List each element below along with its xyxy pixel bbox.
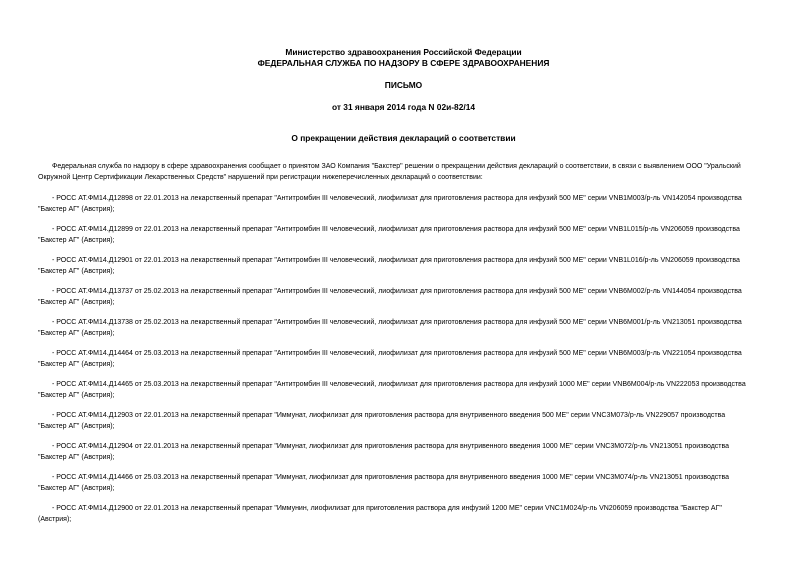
- declaration-manufacturer: "Бакстер АГ" (Австрия);: [38, 237, 115, 244]
- ministry-name: Министерство здравоохранения Российской Федерации: [285, 47, 522, 57]
- declaration-manufacturer: "Бакстер АГ" (Австрия);: [38, 330, 115, 337]
- declaration-line: - РОСС АТ.ФМ14.Д12901 от 22.01.2013 на лекарственный препарат "Антитромбин III человеческий, лиофилизат для приготовления раствора для инфузий 500 МЕ" серии VNB1L016/р-ль VN206059 производства: [52, 257, 740, 264]
- declaration-line: - РОСС АТ.ФМ14.Д12898 от 22.01.2013 на лекарственный препарат "Антитромбин III человеческий, лиофилизат для приготовления раствора для инфузий 500 МЕ" серии VNB1M003/р-ль VN142054 производства: [52, 195, 742, 202]
- declaration-item: [38, 317, 800, 339]
- declaration-item: [38, 410, 800, 432]
- declaration-line: - РОСС АТ.ФМ14.Д13737 от 25.02.2013 на лекарственный препарат "Антитромбин III человеческий, лиофилизат для приготовления раствора для инфузий 500 МЕ" серии VNB6M002/р-ль VN144054 производства: [52, 288, 742, 295]
- declaration-line: - РОСС АТ.ФМ14.Д12904 от 22.01.2013 на лекарственный препарат "Иммунат, лиофилизат для приготовления раствора для внутривенного введения 1000 МЕ" серии VNC3M072/р-ль VN213051 производства: [52, 443, 730, 450]
- declaration-line: - РОСС АТ.ФМ14.Д13738 от 25.02.2013 на лекарственный препарат "Антитромбин III человеческий, лиофилизат для приготовления раствора для инфузий 500 МЕ" серии VNB6M001/р-ль VN213051 производства: [52, 319, 742, 326]
- declaration-manufacturer: "Бакстер АГ" (Австрия);: [38, 423, 115, 430]
- declaration-item: [38, 441, 800, 463]
- document-date-number: от 31 января 2014 года N 02и-82/14: [331, 102, 476, 112]
- declaration-item: [38, 286, 800, 308]
- declaration-manufacturer: "Бакстер АГ" (Австрия);: [38, 392, 115, 399]
- intro-paragraph: [38, 161, 800, 183]
- declaration-manufacturer: (Австрия);: [38, 516, 72, 523]
- declaration-line: - РОСС АТ.ФМ14.Д12903 от 22.01.2013 на лекарственный препарат "Иммунат, лиофилизат для приготовления раствора для внутривенного введения 500 МЕ" серии VNC3M073/р-ль VN229057 производства: [52, 412, 726, 419]
- intro-line-2: Окружной Центр Сертификации Лекарственных Средств" нарушений при регистрации нижеперечисленных деклараций о соответствии:: [38, 174, 483, 181]
- declaration-line: - РОСС АТ.ФМ14.Д14464 от 25.03.2013 на лекарственный препарат "Антитромбин III человеческий, лиофилизат для приготовления раствора для инфузий 500 МЕ" серии VNB6M003/р-ль VN221054 производства: [52, 350, 742, 357]
- declaration-manufacturer: "Бакстер АГ" (Австрия);: [38, 299, 115, 306]
- declaration-line: - РОСС АТ.ФМ14.Д14465 от 25.03.2013 на лекарственный препарат "Антитромбин III человеческий, лиофилизат для приготовления раствора для инфузий 1000 МЕ" серии VNB6M004/р-ль VN222053 производства: [52, 381, 746, 388]
- declaration-item: [38, 193, 800, 215]
- declaration-manufacturer: "Бакстер АГ" (Австрия);: [38, 454, 115, 461]
- declaration-manufacturer: "Бакстер АГ" (Австрия);: [38, 485, 115, 492]
- declaration-item: [38, 224, 800, 246]
- declaration-manufacturer: "Бакстер АГ" (Австрия);: [38, 206, 115, 213]
- declaration-item: [38, 255, 800, 277]
- declaration-line: - РОСС АТ.ФМ14.Д12900 от 22.01.2013 на лекарственный препарат "Иммунин, лиофилизат для приготовления раствора для инфузий 1200 МЕ" серии VNC1M024/р-ль VN206059 производства "Бакстер АГ": [52, 505, 722, 512]
- intro-line-1: Федеральная служба по надзору в сфере здравоохранения сообщает о принятом ЗАО Компания "Бакстер" решении о прекращении действия деклараций о соответствии, в связи с выявлением ООО "Уральский: [52, 163, 741, 170]
- service-name: ФЕДЕРАЛЬНАЯ СЛУЖБА ПО НАДЗОРУ В СФЕРЕ ЗДРАВООХРАНЕНИЯ: [257, 58, 550, 68]
- declaration-item: [38, 472, 800, 494]
- document-type: ПИСЬМО: [384, 80, 423, 90]
- declaration-item: [38, 348, 800, 370]
- declaration-line: - РОСС АТ.ФМ14.Д14466 от 25.03.2013 на лекарственный препарат "Иммунат, лиофилизат для приготовления раствора для внутривенного введения 1000 МЕ" серии VNC3M074/р-ль VN213051 производства: [52, 474, 730, 481]
- declaration-item: [38, 379, 800, 401]
- declaration-manufacturer: "Бакстер АГ" (Австрия);: [38, 268, 115, 275]
- declaration-item: [38, 503, 800, 525]
- declaration-manufacturer: "Бакстер АГ" (Австрия);: [38, 361, 115, 368]
- declaration-line: - РОСС АТ.ФМ14.Д12899 от 22.01.2013 на лекарственный препарат "Антитромбин III человеческий, лиофилизат для приготовления раствора для инфузий 500 МЕ" серии VNB1L015/р-ль VN206059 производства: [52, 226, 740, 233]
- document-subject: О прекращении действия деклараций о соответствии: [291, 133, 516, 143]
